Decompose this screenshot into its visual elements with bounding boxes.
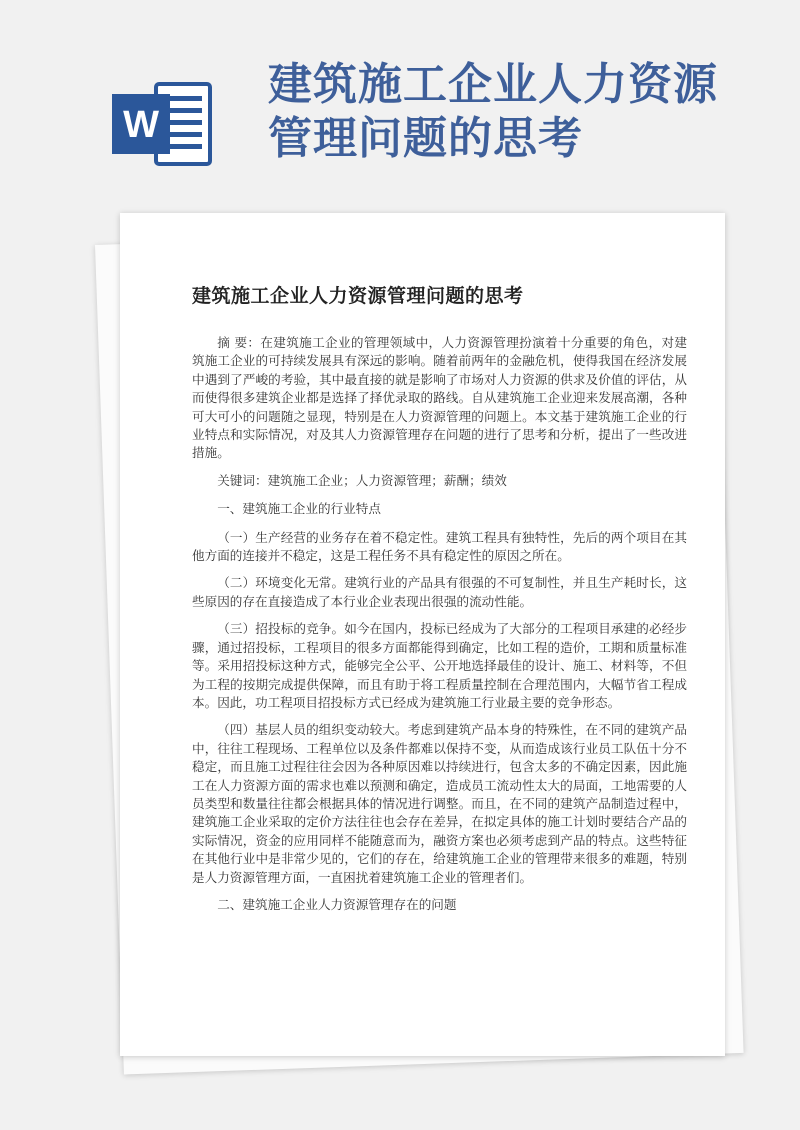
paragraph-1: （一）生产经营的业务存在着不稳定性。建筑工程具有独特性，先后的两个项目在其他方面的连接并不稳定，这是工程任务不具有稳定性的原因之所在。 <box>192 529 687 564</box>
page-title-line-2: 管理问题的思考 <box>268 113 583 164</box>
document-title: 建筑施工企业人力资源管理问题的思考 <box>192 285 524 307</box>
section-heading-2: 二、建筑施工企业人力资源管理存在的问题 <box>217 896 457 912</box>
paragraph-2: （二）环境变化无常。建筑行业的产品具有很强的不可复制性，并且生产耗时长，这些原因的存在直接造成了本行业企业表现出很强的流动性能。 <box>192 575 687 609</box>
section-heading-1: 一、建筑施工企业的行业特点 <box>217 501 381 517</box>
page-title <box>268 58 788 166</box>
paragraph-4: （四）基层人员的组织变动较大。考虑到建筑产品本身的特殊性，在不同的建筑产品中，往往工程现场、工程单位以及条件都难以保持不变，从而造成该行业员工队伍十分不稳定，而且施工过程往往会因为各种原因难以持续进行，包含太多的不确定因素，因此施工在人力资源方面的需求也难以预测和确定，造成员工流动性太大的局面，工地需要的人员类型和数量往往都会根据具体的情况进行调整。而且，在不同的建筑产品制造过程中，建筑施工企业采取的定价方法往往也会存在差异，在拟定具体的施工计划时要结合产品的实际情况，资金的应用同样不能随意而为，融资方案也必须考虑到产品的特点。这些特征在其他行业中是非常少见的，它们的存在，给建筑施工企业的管理带来很多的难题，特别是人力资源管理方面，一直困扰着建筑施工企业的管理者们。 <box>192 722 687 885</box>
document-sheet <box>120 213 725 1056</box>
word-logo-icon <box>112 80 212 168</box>
abstract-paragraph: 摘 要：在建筑施工企业的管理领域中，人力资源管理扮演着十分重要的角色，对建筑施工企业的可持续发展具有深远的影响。随着前两年的金融危机，使得我国在经济发展中遇到了严峻的考验，其中最直接的就是影响了市场对人力资源的供求及价值的评估，从而使得很多建筑企业都是选择了择优录取的路线。自从建筑施工企业迎来发展高潮，各种可大可小的问题随之显现，特别是在人力资源管理的问题上。本文基于建筑施工企业的行业特点和实际情况，对及其人力资源管理存在问题的进行了思考和分析，提出了一些改进措施。 <box>192 335 687 461</box>
word-logo-letter: W <box>123 104 159 146</box>
page-title-line-1: 建筑施工企业人力资源 <box>268 59 718 110</box>
document-body <box>192 281 687 924</box>
paragraph-3: （三）招投标的竞争。如今在国内，投标已经成为了大部分的工程项目承建的必经步骤，通过招投标，工程项目的很多方面都能得到确定，比如工程的造价，工期和质量标准等。采用招投标这种方式，能够完全公平、公开地选择最佳的设计、施工、材料等，不但为工程的按期完成提供保障，而且有助于将工程质量控制在合理范围内，大幅节省工程成本。因此，功工程项目招投标方式已经成为建筑施工行业最主要的竞争形态。 <box>192 621 687 710</box>
keywords-line: 关键词：建筑施工企业；人力资源管理；薪酬；绩效 <box>217 472 507 488</box>
